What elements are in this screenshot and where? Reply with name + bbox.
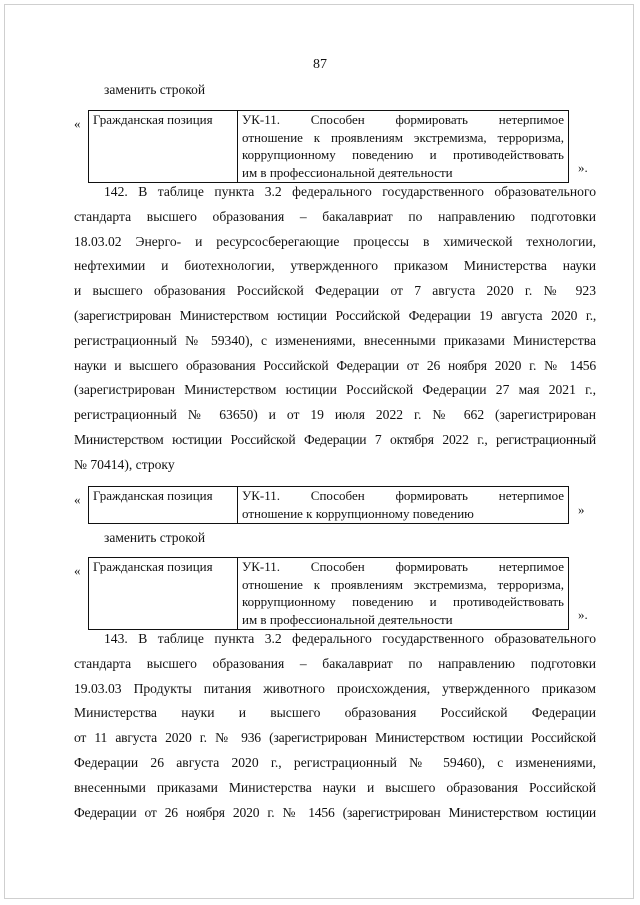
description-line: им в профессиональной деятельности — [242, 611, 453, 627]
paragraph-line: 19.03.03 Продукты питания животного происхождения, утвержденного приказом — [74, 680, 596, 696]
paragraph-line: 18.03.02 Энерго- и ресурсосберегающие процессы в химической технологии, — [74, 233, 596, 249]
paragraph-142 — [74, 180, 596, 478]
description-line: УК-11. Способен формировать нетерпимое — [242, 112, 564, 127]
open-quote: « — [74, 492, 81, 507]
paragraph-line: стандарта высшего образования – бакалавриат по направлению подготовки — [74, 655, 596, 671]
paragraph-line: (зарегистрирован Министерством юстиции Российской Федерации 27 мая 2021 г., — [74, 382, 596, 398]
replacement-table-row — [88, 110, 569, 183]
description-line: УК-11. Способен формировать нетерпимое — [242, 559, 564, 574]
description-line: коррупционному поведению и противодействовать — [242, 594, 564, 609]
competency-category: Гражданская позиция — [89, 487, 238, 524]
open-quote: « — [74, 563, 81, 578]
page-number: 87 — [313, 57, 327, 72]
paragraph-line: стандарта высшего образования – бакалавриат по направлению подготовки — [74, 208, 596, 224]
competency-description — [238, 558, 569, 630]
competency-category: Гражданская позиция — [89, 558, 238, 630]
open-quote: « — [74, 116, 81, 131]
description-line: отношение к проявлениям экстремизма, терроризма, — [242, 129, 564, 145]
close-quote: ». — [578, 607, 588, 622]
paragraph-line: от 11 августа 2020 г. № 936 (зарегистрирован Министерством юстиции Российской — [74, 730, 596, 746]
paragraph-line: науки и высшего образования Российской Федерации от 26 ноября 2020 г. № 1456 — [74, 357, 596, 373]
paragraph-line: внесенными приказами Министерства науки и высшего образования Российской — [74, 779, 596, 795]
description-line: им в профессиональной деятельности — [242, 164, 453, 180]
paragraph-143 — [74, 627, 596, 825]
paragraph-line: регистрационный № 63650) и от 19 июля 2022 г. № 662 (зарегистрирован — [74, 407, 596, 423]
competency-category: Гражданская позиция — [89, 111, 238, 183]
paragraph-line: Федерации от 26 ноября 2020 г. № 1456 (зарегистрирован Министерством юстиции — [74, 804, 596, 820]
original-table-row — [88, 486, 569, 524]
paragraph-line: регистрационный № 59340), с изменениями, внесенными приказами Министерства — [74, 332, 596, 348]
paragraph-line: 143. В таблице пункта 3.2 федерального государственного образовательного — [104, 631, 596, 646]
paragraph-line: и высшего образования Российской Федерации от 7 августа 2020 г. № 923 — [74, 283, 596, 299]
paragraph-line: Министерством юстиции Российской Федерации 7 октября 2022 г., регистрационный — [74, 431, 596, 447]
description-line: УК-11. Способен формировать нетерпимое — [242, 488, 564, 503]
close-quote: » — [578, 502, 585, 517]
description-line: отношение к коррупционному поведению — [242, 505, 474, 521]
paragraph-line: № 70414), строку — [74, 456, 175, 472]
description-line: отношение к проявлениям экстремизма, терроризма, — [242, 576, 564, 592]
replace-label: заменить строкой — [104, 82, 206, 97]
close-quote: ». — [578, 160, 588, 175]
replace-label: заменить строкой — [104, 530, 206, 545]
description-line: коррупционному поведению и противодействовать — [242, 147, 564, 162]
paragraph-line: (зарегистрирован Министерством юстиции Российской Федерации 19 августа 2020 г., — [74, 307, 596, 323]
competency-description — [238, 111, 569, 183]
paragraph-line: нефтехимии и биотехнологии, утвержденного приказом Министерства науки — [74, 258, 596, 274]
replacement-table-row — [88, 557, 569, 630]
paragraph-line: Министерства науки и высшего образования Российской Федерации — [74, 705, 596, 721]
paragraph-line: 142. В таблице пункта 3.2 федерального государственного образовательного — [104, 184, 596, 199]
paragraph-line: Федерации 26 августа 2020 г., регистрационный № 59460), с изменениями, — [74, 754, 596, 770]
competency-description — [238, 487, 569, 524]
